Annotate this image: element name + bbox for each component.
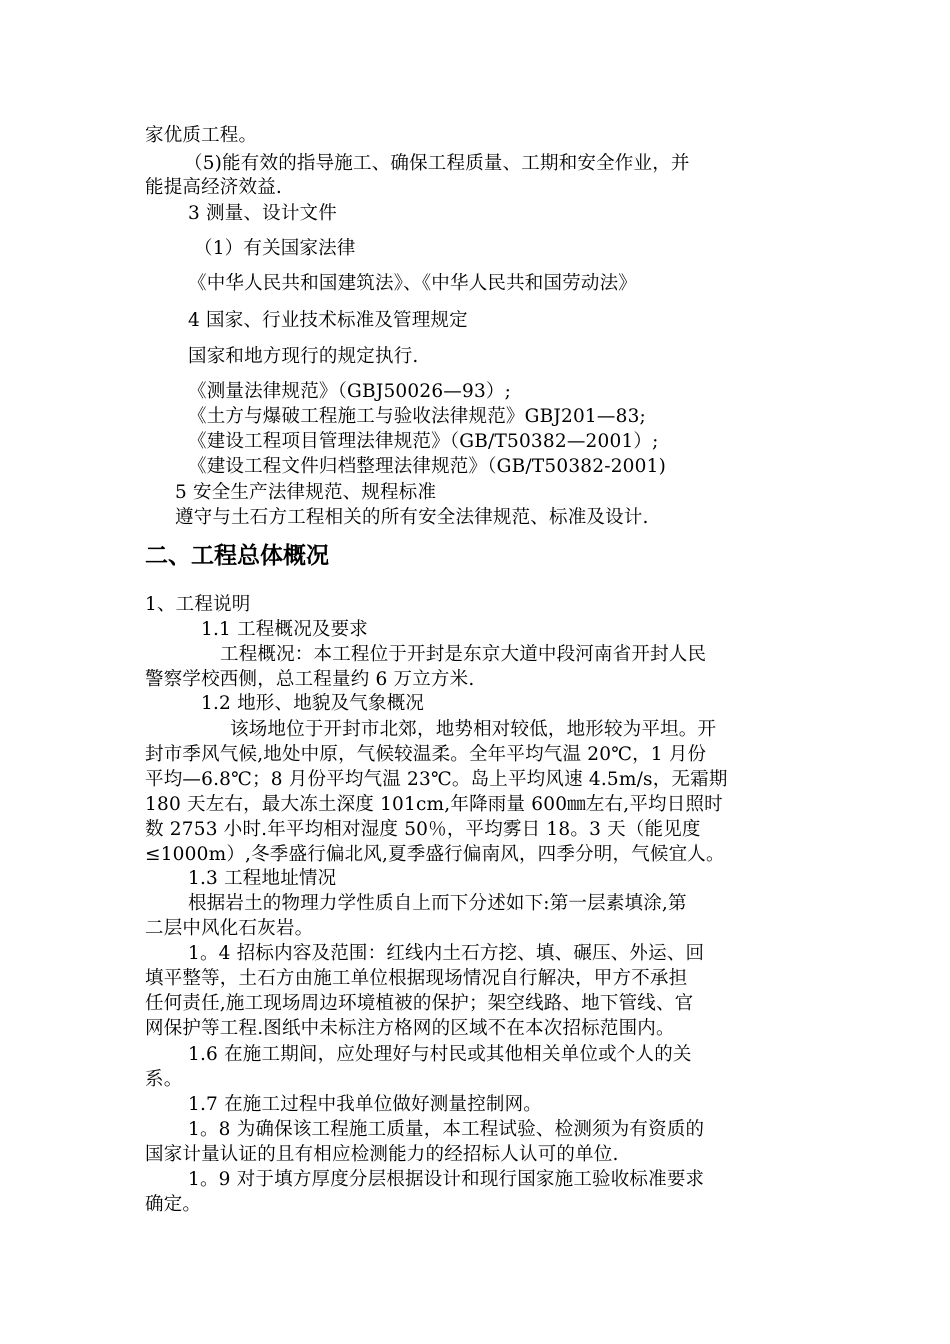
text-line: 1.2 地形、地貌及气象概况 [201,693,425,714]
section-heading: 二、工程总体概况 [145,543,329,569]
text-line: 《中华人民共和国建筑法》、《中华人民共和国劳动法》 [188,273,638,294]
text-line: 4 国家、行业技术标准及管理规定 [188,310,468,331]
text-line: 国家和地方现行的规定执行. [188,346,419,367]
text-line: 1、工程说明 [145,594,251,615]
text-line: 网保护等工程.图纸中未标注方格网的区域不在本次招标范围内。 [145,1018,675,1039]
text-line: （5)能有效的指导施工、确保工程质量、工期和安全作业，并 [184,153,690,174]
text-line: 1.3 工程地址情况 [188,868,337,889]
text-line: （1）有关国家法律 [194,238,356,259]
text-line: 该场地位于开封市北郊，地势相对较低，地形较为平坦。开 [230,719,717,740]
text-line: 封市季风气候,地处中原，气候较温柔。全年平均气温 20℃，1 月份 [145,744,707,765]
text-line: 根据岩土的物理力学性质自上而下分述如下:第一层素填涂,第 [188,893,687,914]
text-line: 二层中风化石灰岩。 [145,918,314,939]
text-line: 1。8 为确保该工程施工质量，本工程试验、检测须为有资质的 [188,1119,705,1140]
text-line: 遵守与土石方工程相关的所有安全法律规范、标准及设计. [175,507,649,528]
text-line: 1.7 在施工过程中我单位做好测量控制网。 [188,1094,543,1115]
text-line: 确定。 [145,1194,202,1215]
text-line: 国家计量认证的且有相应检测能力的经招标人认可的单位. [145,1144,619,1165]
text-line: 平均—6.8℃；8 月份平均气温 23℃。岛上平均风速 4.5m/s，无霜期 [145,769,728,790]
text-line: 3 测量、设计文件 [188,203,337,224]
text-line: 《测量法律规范》（GBJ50026—93）; [188,381,512,402]
text-line: 《建设工程文件归档整理法律规范》（GB/T50382-2001) [188,456,666,477]
text-line: 填平整等，土石方由施工单位根据现场情况自行解决，甲方不承担 [145,968,688,989]
text-line: 1。9 对于填方厚度分层根据设计和现行国家施工验收标准要求 [188,1169,705,1190]
text-line: 警察学校西侧，总工程量约 6 万立方米. [145,669,475,690]
text-line: 家优质工程。 [145,125,258,146]
text-line: 180 天左右，最大冻土深度 101cm,年降雨量 600㎜左右,平均日照时 [145,794,723,815]
text-line: 5 安全生产法律规范、规程标准 [175,482,437,503]
text-line: 1。4 招标内容及范围：红线内土石方挖、填、碾压、外运、回 [188,943,705,964]
text-line: 系。 [145,1069,183,1090]
text-line: 《建设工程项目管理法律规范》（GB/T50382—2001）; [188,431,659,452]
text-line: ≤1000m）,冬季盛行偏北风,夏季盛行偏南风，四季分明，气候宜人。 [145,844,725,865]
text-line: 工程概况：本工程位于开封是东京大道中段河南省开封人民 [220,644,707,665]
text-line: 任何责任,施工现场周边环境植被的保护；架空线路、地下管线、官 [145,993,694,1014]
text-line: 1.1 工程概况及要求 [201,619,369,640]
text-line: 《土方与爆破工程施工与验收法律规范》GBJ201—83; [188,406,646,427]
text-line: 1.6 在施工期间，应处理好与村民或其他相关单位或个人的关 [188,1044,692,1065]
text-line: 能提高经济效益. [145,177,282,198]
text-line: 数 2753 小时.年平均相对湿度 50％，平均雾日 18。3 天（能见度 [145,819,701,840]
